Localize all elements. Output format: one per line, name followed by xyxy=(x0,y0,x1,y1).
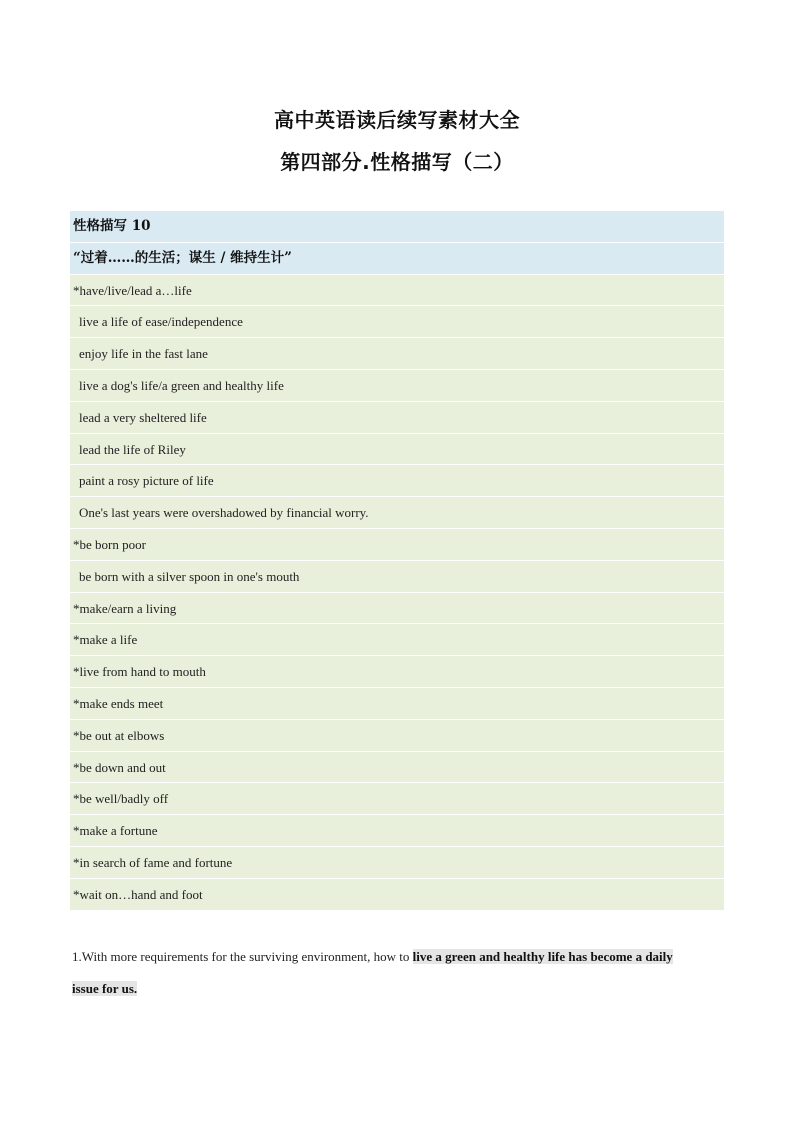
table-row: *make a life xyxy=(70,624,724,656)
table-row: *be born poor xyxy=(70,529,724,561)
table-row: *wait on…hand and foot xyxy=(70,879,724,911)
table-row: lead a very sheltered life xyxy=(70,402,724,434)
example-prefix: 1.With more requirements for the surviving environment, how to xyxy=(72,949,413,964)
table-row: One's last years were overshadowed by financial worry. xyxy=(70,497,724,529)
table-row: live a dog's life/a green and healthy life xyxy=(70,370,724,402)
example-highlight-2: issue for us. xyxy=(72,981,138,996)
table-row: paint a rosy picture of life xyxy=(70,465,724,497)
table-row: lead the life of Riley xyxy=(70,434,724,466)
table-row: *have/live/lead a…life xyxy=(70,275,724,307)
document-subtitle: 第四部分.性格描写（二） xyxy=(280,150,514,174)
table-row: *in search of fame and fortune xyxy=(70,847,724,879)
table-topic: “过着……的生活；谋生 / 维持生计” xyxy=(70,243,724,275)
table-items xyxy=(70,275,724,911)
table-row: *make a fortune xyxy=(70,815,724,847)
table-row: be born with a silver spoon in one's mouth xyxy=(70,561,724,593)
table-row: *be well/badly off xyxy=(70,783,724,815)
example-highlight-1: live a green and healthy life has become a daily xyxy=(412,949,673,964)
table-row: enjoy life in the fast lane xyxy=(70,338,724,370)
table-row: *make ends meet xyxy=(70,688,724,720)
example-sentence xyxy=(72,941,732,1005)
table-row: *make/earn a living xyxy=(70,593,724,625)
table-row: *be down and out xyxy=(70,752,724,784)
table-row: *live from hand to mouth xyxy=(70,656,724,688)
table-row: live a life of ease/independence xyxy=(70,306,724,338)
document-title: 高中英语读后续写素材大全 xyxy=(274,108,520,132)
table-row: *be out at elbows xyxy=(70,720,724,752)
table-heading: 性格描写 10 xyxy=(70,211,724,243)
vocabulary-table xyxy=(70,211,724,911)
